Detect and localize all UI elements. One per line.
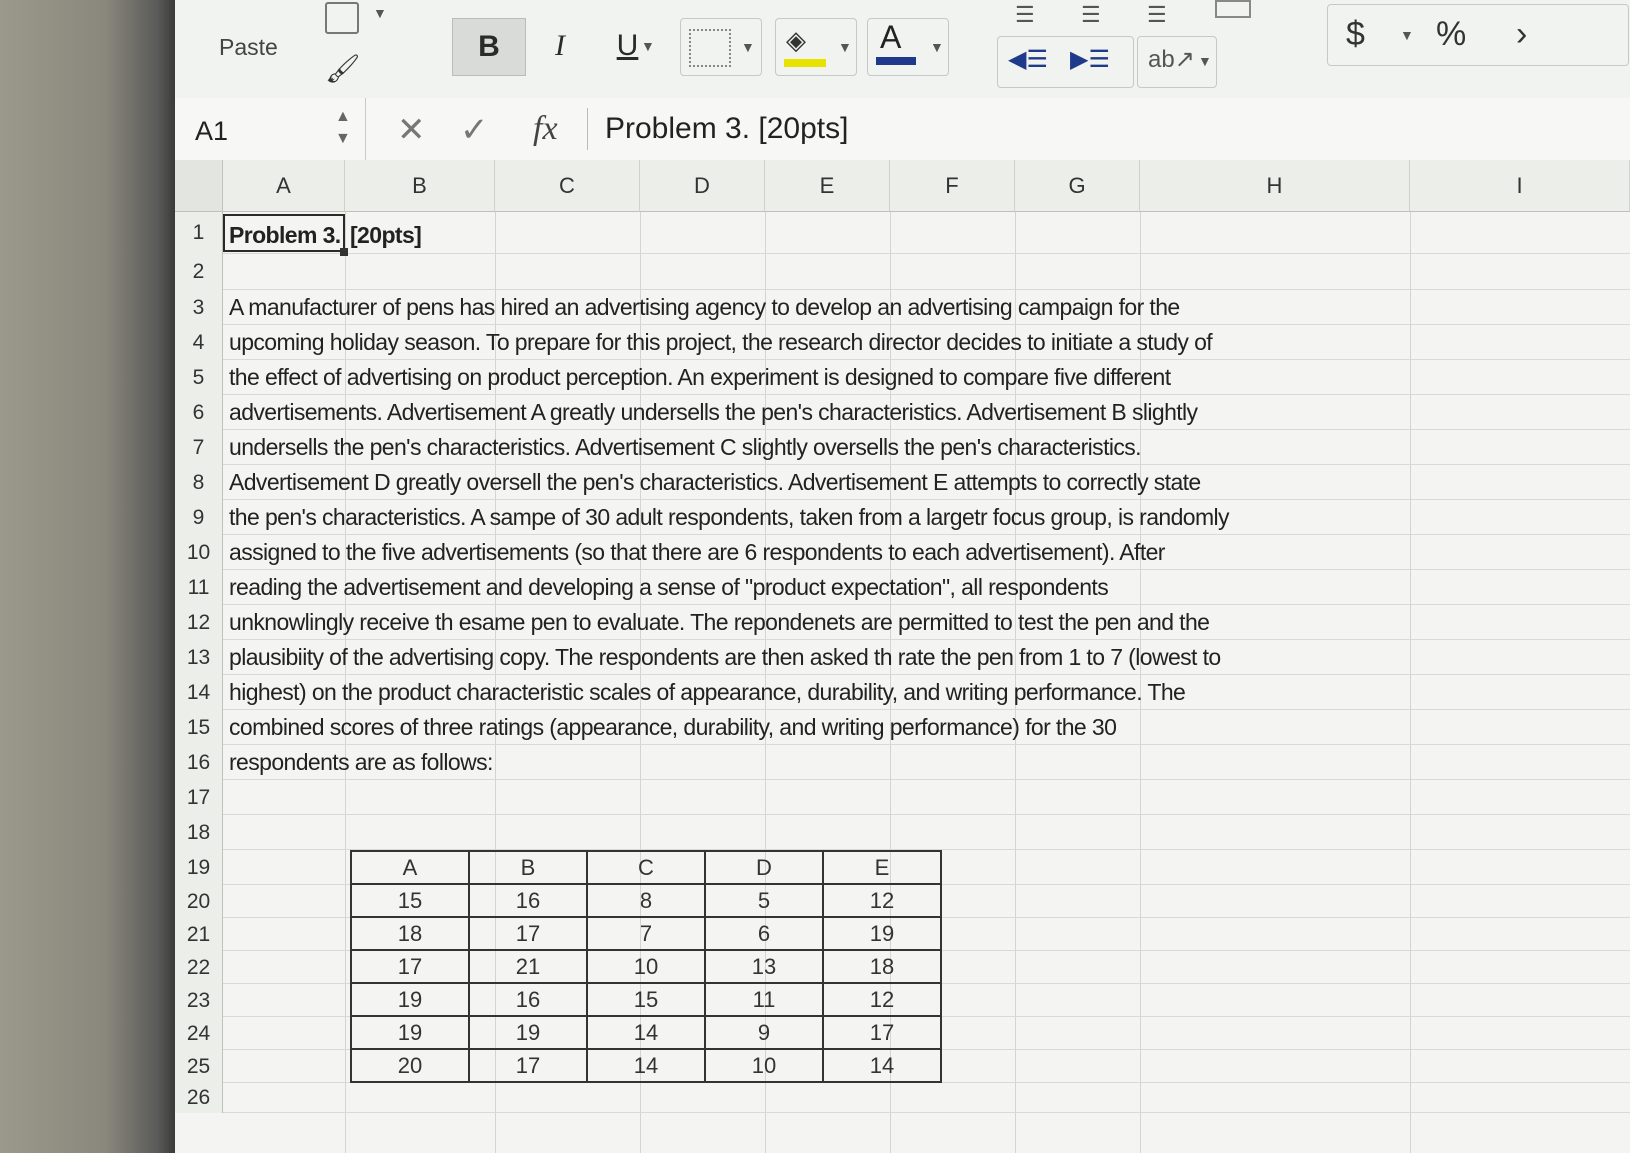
table-cell[interactable]: 16: [469, 983, 587, 1016]
table-cell[interactable]: 13: [705, 950, 823, 983]
table-header-cell[interactable]: D: [705, 851, 823, 884]
table-cell[interactable]: 16: [469, 884, 587, 917]
row-header-21[interactable]: 21: [175, 918, 223, 951]
paste-button[interactable]: Paste: [219, 34, 278, 60]
insert-function-icon[interactable]: fx: [533, 110, 558, 147]
table-cell[interactable]: 17: [351, 950, 469, 983]
enter-icon[interactable]: ✓: [460, 111, 489, 149]
cell-a10[interactable]: assigned to the five advertisements (so that there are 6 respondents to each advertisement). After: [229, 539, 1165, 565]
orientation-dropdown-icon: ▼: [1198, 53, 1212, 69]
underline-button[interactable]: U: [616, 29, 639, 62]
align-bottom-icon[interactable]: ☰: [1147, 2, 1167, 27]
table-row: [351, 950, 941, 983]
table-cell[interactable]: 9: [705, 1016, 823, 1049]
currency-dropdown-icon[interactable]: ▼: [1400, 27, 1414, 43]
currency-button[interactable]: $: [1346, 15, 1365, 53]
row-header-20[interactable]: 20: [175, 885, 223, 918]
cell-a14[interactable]: highest) on the product characteristic scales of appearance, durability, and writing performance. The: [229, 679, 1186, 705]
col-header-e[interactable]: E: [765, 160, 890, 212]
grid-row: [223, 212, 1630, 254]
table-cell[interactable]: 20: [351, 1049, 469, 1082]
number-format-group: [1327, 4, 1629, 66]
table-header-cell[interactable]: A: [351, 851, 469, 884]
cell-a13[interactable]: plausibiity of the advertising copy. The respondents are then asked th rate the pen from 1 to 7 (lowest to: [229, 644, 1221, 670]
borders-icon: [689, 29, 731, 67]
table-row: [351, 983, 941, 1016]
table-cell[interactable]: 19: [351, 983, 469, 1016]
table-header-row: [351, 851, 941, 884]
cell-a9[interactable]: the pen's characteristics. A sampe of 30 adult respondents, taken from a largetr focus group, is randomly: [229, 504, 1229, 530]
table-cell[interactable]: 17: [823, 1016, 941, 1049]
cell-a15[interactable]: combined scores of three ratings (appearance, durability, and writing performance) for the 30: [229, 714, 1117, 740]
table-cell[interactable]: 21: [469, 950, 587, 983]
row-header-1[interactable]: 1: [175, 212, 223, 254]
table-cell[interactable]: 8: [587, 884, 705, 917]
table-cell[interactable]: 12: [823, 983, 941, 1016]
cancel-icon[interactable]: ✕: [397, 111, 426, 149]
row-header-3[interactable]: 3: [175, 290, 223, 325]
fill-color-swatch: [784, 59, 826, 67]
table-cell[interactable]: 15: [587, 983, 705, 1016]
row-header-4[interactable]: 4: [175, 325, 223, 360]
table-header-cell[interactable]: B: [469, 851, 587, 884]
row-header-26[interactable]: 26: [175, 1083, 223, 1113]
cell-a11[interactable]: reading the advertisement and developing a sense of "product expectation", all respondents: [229, 574, 1109, 600]
borders-button[interactable]: [680, 18, 762, 76]
grid-row: [223, 815, 1630, 850]
col-header-i[interactable]: I: [1410, 160, 1630, 212]
row-header-19[interactable]: 19: [175, 850, 223, 885]
row-header-2[interactable]: 2: [175, 254, 223, 290]
col-header-h[interactable]: H: [1140, 160, 1410, 212]
fill-color-button[interactable]: [775, 18, 857, 76]
col-header-d[interactable]: D: [640, 160, 765, 212]
col-header-b[interactable]: B: [345, 160, 495, 212]
table-cell[interactable]: 14: [587, 1016, 705, 1049]
align-top-icon[interactable]: ☰: [1015, 2, 1035, 27]
fill-bucket-icon: ◈: [786, 25, 806, 55]
cell-a7[interactable]: undersells the pen's characteristics. Advertisement C slightly oversells the pen's characteristics.: [229, 434, 1141, 460]
worksheet-grid: [175, 160, 1630, 1153]
cell-a16[interactable]: respondents are as follows:: [229, 749, 493, 775]
col-header-g[interactable]: G: [1015, 160, 1140, 212]
row-header-25[interactable]: 25: [175, 1050, 223, 1083]
cell-a4[interactable]: upcoming holiday season. To prepare for this project, the research director decides to initiate a study of: [229, 329, 1213, 355]
align-middle-icon[interactable]: ☰: [1081, 2, 1101, 27]
percent-button[interactable]: %: [1436, 15, 1467, 53]
name-box[interactable]: A1 ▲ ▼: [175, 98, 366, 160]
col-header-a[interactable]: A: [223, 160, 345, 212]
name-box-spinner-icon[interactable]: ▲ ▼: [335, 108, 351, 147]
table-cell[interactable]: 15: [351, 884, 469, 917]
table-row: [351, 884, 941, 917]
row-header-14[interactable]: 14: [175, 675, 223, 710]
select-all-corner[interactable]: [175, 160, 223, 212]
font-color-letter: A: [880, 19, 902, 55]
font-color-dropdown-icon: ▼: [930, 39, 944, 55]
table-header-cell[interactable]: C: [587, 851, 705, 884]
scores-table: [350, 850, 942, 1083]
table-cell[interactable]: 17: [469, 1049, 587, 1082]
grid-row: [223, 254, 1630, 290]
table-row: [351, 1049, 941, 1082]
monitor-bezel: [0, 0, 175, 1153]
table-cell[interactable]: 5: [705, 884, 823, 917]
table-cell[interactable]: 14: [587, 1049, 705, 1082]
borders-dropdown-icon: ▼: [741, 39, 755, 55]
comma-style-icon[interactable]: ›: [1516, 15, 1528, 53]
text-orientation-icon: ab↗: [1148, 46, 1195, 73]
table-cell[interactable]: 17: [469, 917, 587, 950]
table-cell[interactable]: 14: [823, 1049, 941, 1082]
table-cell[interactable]: 19: [823, 917, 941, 950]
format-painter-icon[interactable]: 🖌: [325, 53, 361, 84]
cell-a6[interactable]: advertisements. Advertisement A greatly undersells the pen's characteristics. Advertisement B slightly: [229, 399, 1198, 425]
ribbon-toolbar: [175, 0, 1630, 99]
cell-b1[interactable]: [20pts]: [350, 222, 422, 248]
row-header-15[interactable]: 15: [175, 710, 223, 745]
formula-input[interactable]: Problem 3. [20pts]: [605, 112, 849, 145]
italic-button[interactable]: I: [555, 29, 565, 62]
cell-a5[interactable]: the effect of advertising on product perception. An experiment is designed to compare five different: [229, 364, 1171, 390]
col-header-f[interactable]: F: [890, 160, 1015, 212]
fill-dropdown-icon: ▼: [838, 39, 852, 55]
grid-row: [223, 1083, 1630, 1113]
row-header-9[interactable]: 9: [175, 500, 223, 535]
orientation-button[interactable]: [1137, 36, 1217, 88]
formula-bar: [175, 98, 1630, 161]
cell-a12[interactable]: unknowlingly receive th esame pen to evaluate. The repondenets are permitted to test the pen and the: [229, 609, 1210, 635]
row-header-7[interactable]: 7: [175, 430, 223, 465]
table-row: [351, 917, 941, 950]
cell-a3[interactable]: A manufacturer of pens has hired an advertising agency to develop an advertising campaign for the: [229, 294, 1180, 320]
table-row: [351, 1016, 941, 1049]
table-cell[interactable]: 19: [351, 1016, 469, 1049]
table-cell[interactable]: 10: [587, 950, 705, 983]
row-header-13[interactable]: 13: [175, 640, 223, 675]
excel-window: [175, 0, 1630, 1153]
row-header-8[interactable]: 8: [175, 465, 223, 500]
row-header-11[interactable]: 11: [175, 570, 223, 605]
table-cell[interactable]: 18: [351, 917, 469, 950]
table-cell[interactable]: 19: [469, 1016, 587, 1049]
underline-dropdown-icon[interactable]: ▼: [641, 38, 655, 54]
row-header-6[interactable]: 6: [175, 395, 223, 430]
wrap-text-icon[interactable]: [1215, 0, 1251, 18]
cell-a1[interactable]: Problem 3.: [229, 222, 341, 248]
table-cell[interactable]: 18: [823, 950, 941, 983]
cell-a8[interactable]: Advertisement D greatly oversell the pen's characteristics. Advertisement E attempts to correctly state: [229, 469, 1201, 495]
font-color-button[interactable]: [867, 18, 949, 76]
fill-handle[interactable]: [340, 248, 348, 256]
row-header-24[interactable]: 24: [175, 1017, 223, 1050]
row-header-17[interactable]: 17: [175, 780, 223, 815]
table-cell[interactable]: 6: [705, 917, 823, 950]
increase-indent-icon[interactable]: ▶☰: [1070, 46, 1110, 73]
copy-dropdown-icon[interactable]: ▼: [373, 5, 387, 21]
bold-button[interactable]: B: [452, 18, 526, 76]
table-cell[interactable]: 11: [705, 983, 823, 1016]
table-cell[interactable]: 12: [823, 884, 941, 917]
row-header-23[interactable]: 23: [175, 984, 223, 1017]
table-cell[interactable]: 7: [587, 917, 705, 950]
table-header-cell[interactable]: E: [823, 851, 941, 884]
indent-group: [997, 36, 1134, 88]
row-header-16[interactable]: 16: [175, 745, 223, 780]
decrease-indent-icon[interactable]: ◀☰: [1008, 46, 1048, 73]
clipboard-icon[interactable]: [325, 2, 359, 34]
row-header-10[interactable]: 10: [175, 535, 223, 570]
row-header-18[interactable]: 18: [175, 815, 223, 850]
grid-row: [223, 780, 1630, 815]
col-header-c[interactable]: C: [495, 160, 640, 212]
row-header-12[interactable]: 12: [175, 605, 223, 640]
row-header-22[interactable]: 22: [175, 951, 223, 984]
font-color-swatch: [876, 57, 916, 65]
row-header-5[interactable]: 5: [175, 360, 223, 395]
formula-divider: [587, 108, 588, 150]
table-cell[interactable]: 10: [705, 1049, 823, 1082]
